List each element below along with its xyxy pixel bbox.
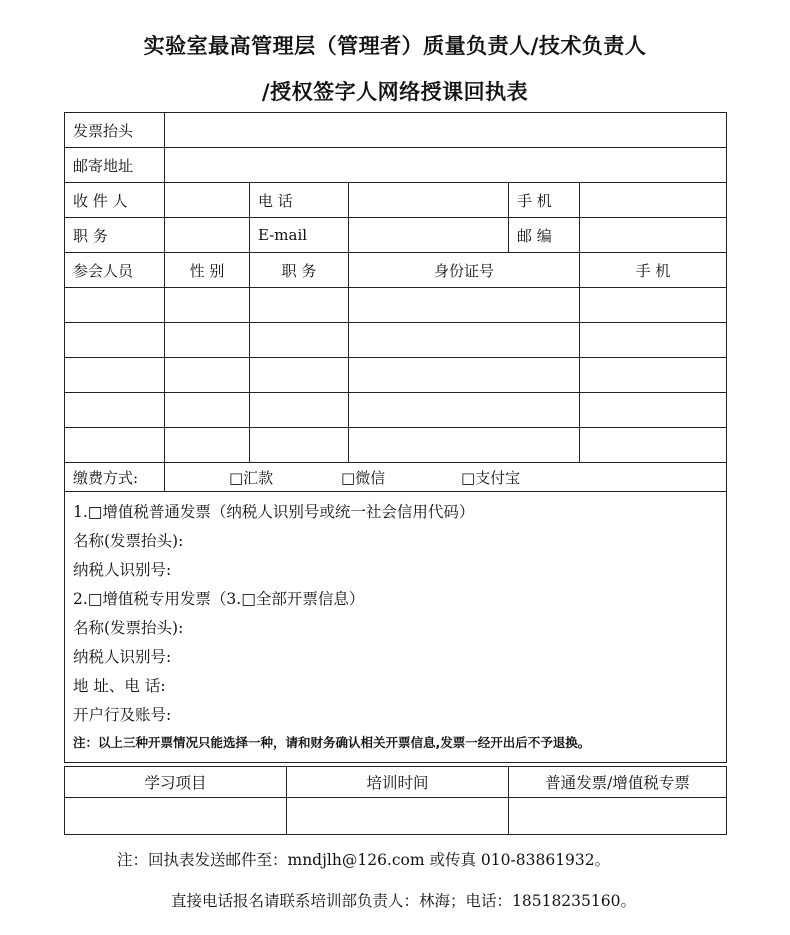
footer-note-email: 注：回执表发送邮件至：mndjlh@126.com 或传真 010-83861932。 (117, 851, 611, 869)
header-gender: 性 别 (165, 253, 250, 288)
input-postcode[interactable] (580, 218, 727, 253)
input-position[interactable] (165, 218, 250, 253)
payment-option-wechat[interactable]: □微信 (341, 468, 386, 487)
label-position: 职 务 (65, 218, 165, 253)
attendee-mobile-cell[interactable] (580, 358, 727, 393)
input-phone[interactable] (349, 183, 509, 218)
attendee-id-cell[interactable] (349, 393, 580, 428)
attendee-gender-cell[interactable] (165, 393, 250, 428)
invoice-type-general[interactable]: 1.□增值税普通发票（纳税人识别号或统一社会信用代码） (73, 503, 475, 521)
payment-options (165, 463, 727, 492)
header-training-time: 培训时间 (287, 767, 509, 798)
attendee-id-cell[interactable] (349, 323, 580, 358)
attendee-position-cell[interactable] (250, 393, 349, 428)
payment-option-transfer[interactable]: □汇款 (229, 468, 274, 487)
attendee-position-cell[interactable] (250, 288, 349, 323)
label-postcode: 邮 编 (509, 218, 580, 253)
invoice-taxid-special: 纳税人识别号: (73, 648, 172, 666)
attendee-row (65, 323, 727, 358)
invoice-name-special: 名称(发票抬头): (73, 619, 184, 637)
invoice-bank-account: 开户行及账号: (73, 706, 172, 724)
header-attendee: 参会人员 (65, 253, 165, 288)
invoice-taxid-general: 纳税人识别号: (73, 561, 172, 579)
invoice-note-text: 以上三种开票情况只能选择一种，请和财务确认相关开票信息,发票一经开出后不予退换。 (98, 735, 591, 750)
invoice-note-label: 注： (73, 735, 99, 750)
attendee-id-cell[interactable] (349, 358, 580, 393)
attendee-row (65, 428, 727, 463)
course-cell[interactable] (65, 798, 287, 835)
training-time-cell[interactable] (287, 798, 509, 835)
payment-option-alipay[interactable]: □支付宝 (461, 468, 521, 487)
form-title-line2: /授权签字人网络授课回执表 (261, 79, 529, 104)
attendee-mobile-cell[interactable] (580, 428, 727, 463)
attendee-name-cell[interactable] (65, 393, 165, 428)
attendee-mobile-cell[interactable] (580, 288, 727, 323)
attendee-row (65, 358, 727, 393)
attendee-name-cell[interactable] (65, 288, 165, 323)
label-mobile: 手 机 (509, 183, 580, 218)
attendee-position-cell[interactable] (250, 358, 349, 393)
input-invoice-header[interactable] (165, 113, 727, 148)
course-table (64, 766, 727, 835)
label-payment-method: 缴费方式: (65, 463, 165, 492)
input-recipient[interactable] (165, 183, 250, 218)
invoice-type-cell[interactable] (509, 798, 727, 835)
invoice-note (73, 730, 718, 756)
label-email: E-mail (250, 218, 349, 253)
header-position: 职 务 (250, 253, 349, 288)
attendee-mobile-cell[interactable] (580, 323, 727, 358)
label-phone: 电 话 (250, 183, 349, 218)
attendee-gender-cell[interactable] (165, 428, 250, 463)
footer-note-contact: 直接电话报名请联系培训部负责人：林海；电话：18518235160。 (171, 892, 636, 910)
attendee-gender-cell[interactable] (165, 358, 250, 393)
label-recipient: 收 件 人 (65, 183, 165, 218)
label-mailing-address: 邮寄地址 (65, 148, 165, 183)
attendee-id-cell[interactable] (349, 288, 580, 323)
header-id-number: 身份证号 (349, 253, 580, 288)
attendee-row (65, 393, 727, 428)
attendee-position-cell[interactable] (250, 323, 349, 358)
invoice-address-phone: 地 址、电 话: (73, 677, 166, 695)
attendee-position-cell[interactable] (250, 428, 349, 463)
form-title-line1: 实验室最高管理层（管理者）质量负责人/技术负责人 (143, 33, 647, 58)
header-mobile: 手 机 (580, 253, 727, 288)
attendee-gender-cell[interactable] (165, 288, 250, 323)
label-invoice-header: 发票抬头 (65, 113, 165, 148)
attendee-name-cell[interactable] (65, 358, 165, 393)
attendee-mobile-cell[interactable] (580, 393, 727, 428)
attendee-gender-cell[interactable] (165, 323, 250, 358)
input-mobile[interactable] (580, 183, 727, 218)
input-email[interactable] (349, 218, 509, 253)
invoice-type-special[interactable]: 2.□增值税专用发票（3.□全部开票信息） (73, 590, 365, 608)
attendee-name-cell[interactable] (65, 428, 165, 463)
header-invoice-type: 普通发票/增值税专票 (509, 767, 727, 798)
invoice-section (65, 492, 727, 763)
attendee-row (65, 288, 727, 323)
attendee-name-cell[interactable] (65, 323, 165, 358)
invoice-name-general: 名称(发票抬头): (73, 532, 184, 550)
attendee-id-cell[interactable] (349, 428, 580, 463)
registration-table (64, 112, 727, 763)
input-mailing-address[interactable] (165, 148, 727, 183)
header-course: 学习项目 (65, 767, 287, 798)
